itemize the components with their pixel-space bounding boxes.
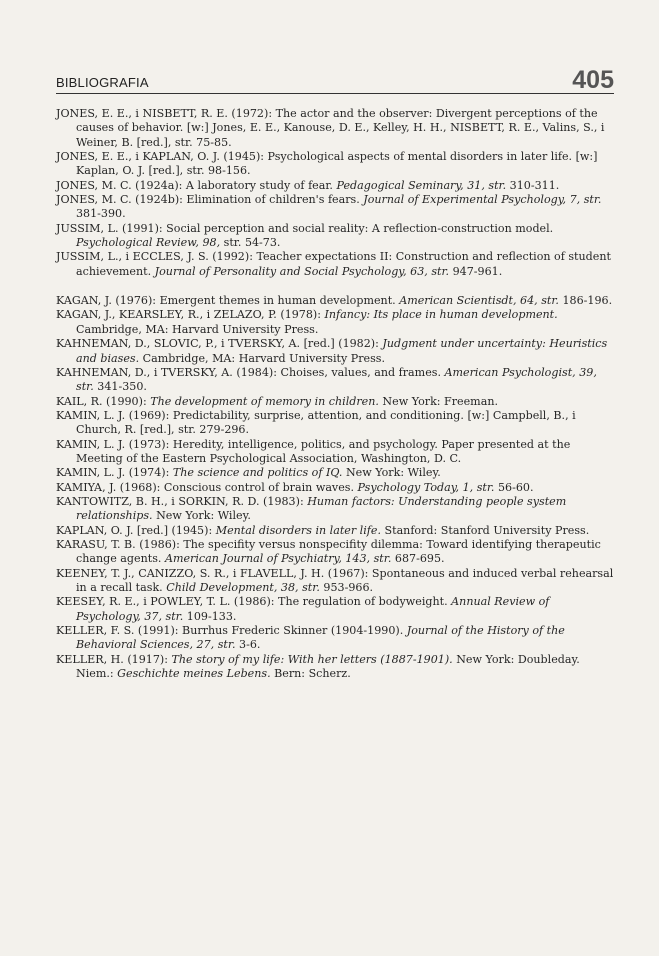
reference-text: New York: Wiley.	[152, 509, 251, 523]
reference-italic-text: Child Development, 38, str.	[166, 581, 320, 594]
reference-italic-text: Psychological Review, 98,	[76, 236, 221, 250]
reference-entry	[56, 250, 616, 279]
reference-entry	[56, 595, 616, 624]
reference-entry	[56, 624, 616, 653]
reference-italic-text: The science and politics of IQ.	[172, 466, 343, 480]
reference-text: 687-695.	[391, 552, 445, 566]
reference-entry	[56, 193, 616, 222]
reference-text: Bern: Scherz.	[270, 667, 351, 681]
reference-text: JONES, E. E., i KAPLAN, O. J. (1945): Psychological aspects of mental disorders in later life. [w:] Kaplan, O. J. [red.], str. 98-156.	[56, 150, 598, 178]
reference-entry	[56, 337, 616, 366]
reference-text: KEESEY, R. E., i POWLEY, T. L. (1986): The regulation of bodyweight.	[56, 595, 452, 609]
reference-italic-text: American Journal of Psychiatry, 143, str.	[164, 552, 392, 566]
reference-entry	[56, 438, 616, 467]
reference-text: KAPLAN, O. J. [red.] (1945):	[56, 523, 216, 537]
reference-italic-text: Mental disorders in later life.	[215, 523, 381, 537]
reference-entry	[56, 409, 616, 438]
reference-italic-text: American Psychologist, 39, str.	[76, 365, 597, 394]
reference-text: New York: Doubleday. Niem.:	[76, 652, 580, 681]
bibliography-list	[56, 107, 616, 681]
reference-entry	[56, 538, 616, 567]
reference-text: 186-196.	[558, 294, 613, 308]
reference-text: 947-961.	[449, 264, 503, 278]
page-number: 405	[572, 66, 614, 94]
reference-entry	[56, 308, 616, 337]
reference-italic-text: Journal of the History of the Behavioral Sciences, 27, str.	[76, 624, 565, 652]
reference-entry	[56, 179, 616, 193]
reference-text: KEENEY, T. J., CANIZZO, S. R., i FLAVELL, J. H. (1967): Spontaneous and induced verbal rehearsal in a recall task.	[56, 566, 614, 594]
reference-italic-text: Human factors: Understanding people system relationships.	[76, 494, 567, 523]
reference-text: KAGAN, J. (1976): Emergent themes in human development.	[56, 294, 400, 308]
reference-text: KAMIN, L. J. (1974):	[56, 466, 173, 480]
reference-text: 341-350.	[93, 380, 147, 394]
reference-italic-text: Judgment under uncertainty: Heuristics and biases.	[76, 337, 608, 365]
reference-text: 3-6.	[235, 638, 261, 652]
reference-italic-text: Psychology Today, 1, str.	[357, 480, 495, 494]
reference-entry	[56, 366, 616, 395]
reference-italic-text: The development of memory in children.	[150, 394, 379, 408]
section-gap	[56, 279, 616, 294]
reference-text: Stanford: Stanford University Press.	[380, 523, 590, 537]
reference-italic-text: Journal of Experimental Psychology, 7, str.	[363, 193, 602, 207]
reference-text: str. 54-73.	[220, 236, 281, 250]
reference-entry	[56, 495, 616, 524]
reference-text: KAMIN, L. J. (1973): Heredity, intelligence, politics, and psychology. Paper presented at the Meeting of the Eastern Psychological Association, Washington, D. C.	[56, 437, 571, 465]
reference-text: JONES, E. E., i NISBETT, R. E. (1972): The actor and the observer: Divergent perceptions of the causes of behavior. [w:] Jones, E. E., Kanouse, D. E., Kelley, H. H., NISBETT, R. E., Valins, S., i Weiner, B. [red.], str. 75-85.	[56, 107, 605, 149]
reference-text: KANTOWITZ, B. H., i SORKIN, R. D. (1983):	[56, 494, 308, 508]
reference-italic-text: Journal of Personality and Social Psychology, 63, str.	[154, 264, 450, 278]
reference-entry	[56, 107, 616, 150]
reference-text: KELLER, H. (1917):	[56, 652, 172, 666]
running-head: BIBLIOGRAFIA	[56, 75, 149, 90]
reference-text: 310-311.	[506, 178, 560, 192]
reference-text: KAGAN, J., KEARSLEY, R., i ZELAZO, P. (1978):	[56, 308, 325, 322]
reference-text: JUSSIM, L., i ECCLES, J. S. (1992): Teacher expectations II: Construction and reflection of student achievement.	[56, 250, 611, 278]
reference-text: New York: Freeman.	[378, 394, 498, 408]
reference-text: KAHNEMAN, D., i TVERSKY, A. (1984): Choises, values, and frames.	[56, 365, 445, 379]
reference-italic-text: Geschichte meines Lebens.	[117, 667, 271, 681]
reference-text: New York: Wiley.	[342, 466, 441, 480]
reference-text: 56-60.	[494, 480, 534, 494]
reference-italic-text: American Scientisdt, 64, str.	[399, 294, 559, 308]
reference-entry	[56, 395, 616, 409]
reference-italic-text: Annual Review of Psychology, 37, str.	[76, 595, 550, 623]
reference-text: KAIL, R. (1990):	[56, 394, 151, 408]
page-header	[56, 67, 614, 94]
reference-entry	[56, 567, 616, 596]
reference-entry	[56, 524, 616, 538]
reference-entry	[56, 653, 616, 682]
reference-text: JONES, M. C. (1924b): Elimination of children's fears.	[56, 193, 364, 207]
reference-entry	[56, 466, 616, 480]
reference-entry	[56, 481, 616, 495]
reference-text: 109-133.	[183, 609, 237, 623]
reference-text: Cambridge, MA: Harvard University Press.	[76, 322, 319, 336]
reference-entry	[56, 150, 616, 179]
reference-text: KARASU, T. B. (1986): The specifity versus nonspecifity dilemma: Toward identifying therapeutic change agents.	[56, 537, 601, 566]
reference-italic-text: The story of my life: With her letters (1887-1901).	[171, 652, 453, 666]
reference-text: KAMIYA, J. (1968): Conscious control of brain waves.	[56, 480, 358, 494]
reference-italic-text: Pedagogical Seminary, 31, str.	[336, 178, 507, 192]
reference-text: KAHNEMAN, D., SLOVIC, P., i TVERSKY, A. [red.] (1982):	[56, 337, 383, 351]
reference-text: 953-966.	[319, 581, 374, 594]
reference-italic-text: Infancy: Its place in human development.	[324, 308, 558, 322]
reference-text: JONES, M. C. (1924a): A laboratory study of fear.	[56, 178, 337, 192]
reference-text: 381-390.	[76, 207, 126, 221]
reference-text: JUSSIM, L. (1991): Social perception and social reality: A reflection-construction model.	[56, 221, 554, 235]
reference-entry	[56, 222, 616, 251]
reference-text: Cambridge, MA: Harvard University Press.	[139, 351, 386, 365]
reference-text: KAMIN, L. J. (1969): Predictability, surprise, attention, and conditioning. [w:] Campbell, B., i Church, R. [red.], str. 279-296.	[56, 408, 576, 437]
reference-text: KELLER, F. S. (1991): Burrhus Frederic Skinner (1904-1990).	[56, 624, 407, 638]
reference-entry	[56, 294, 616, 308]
